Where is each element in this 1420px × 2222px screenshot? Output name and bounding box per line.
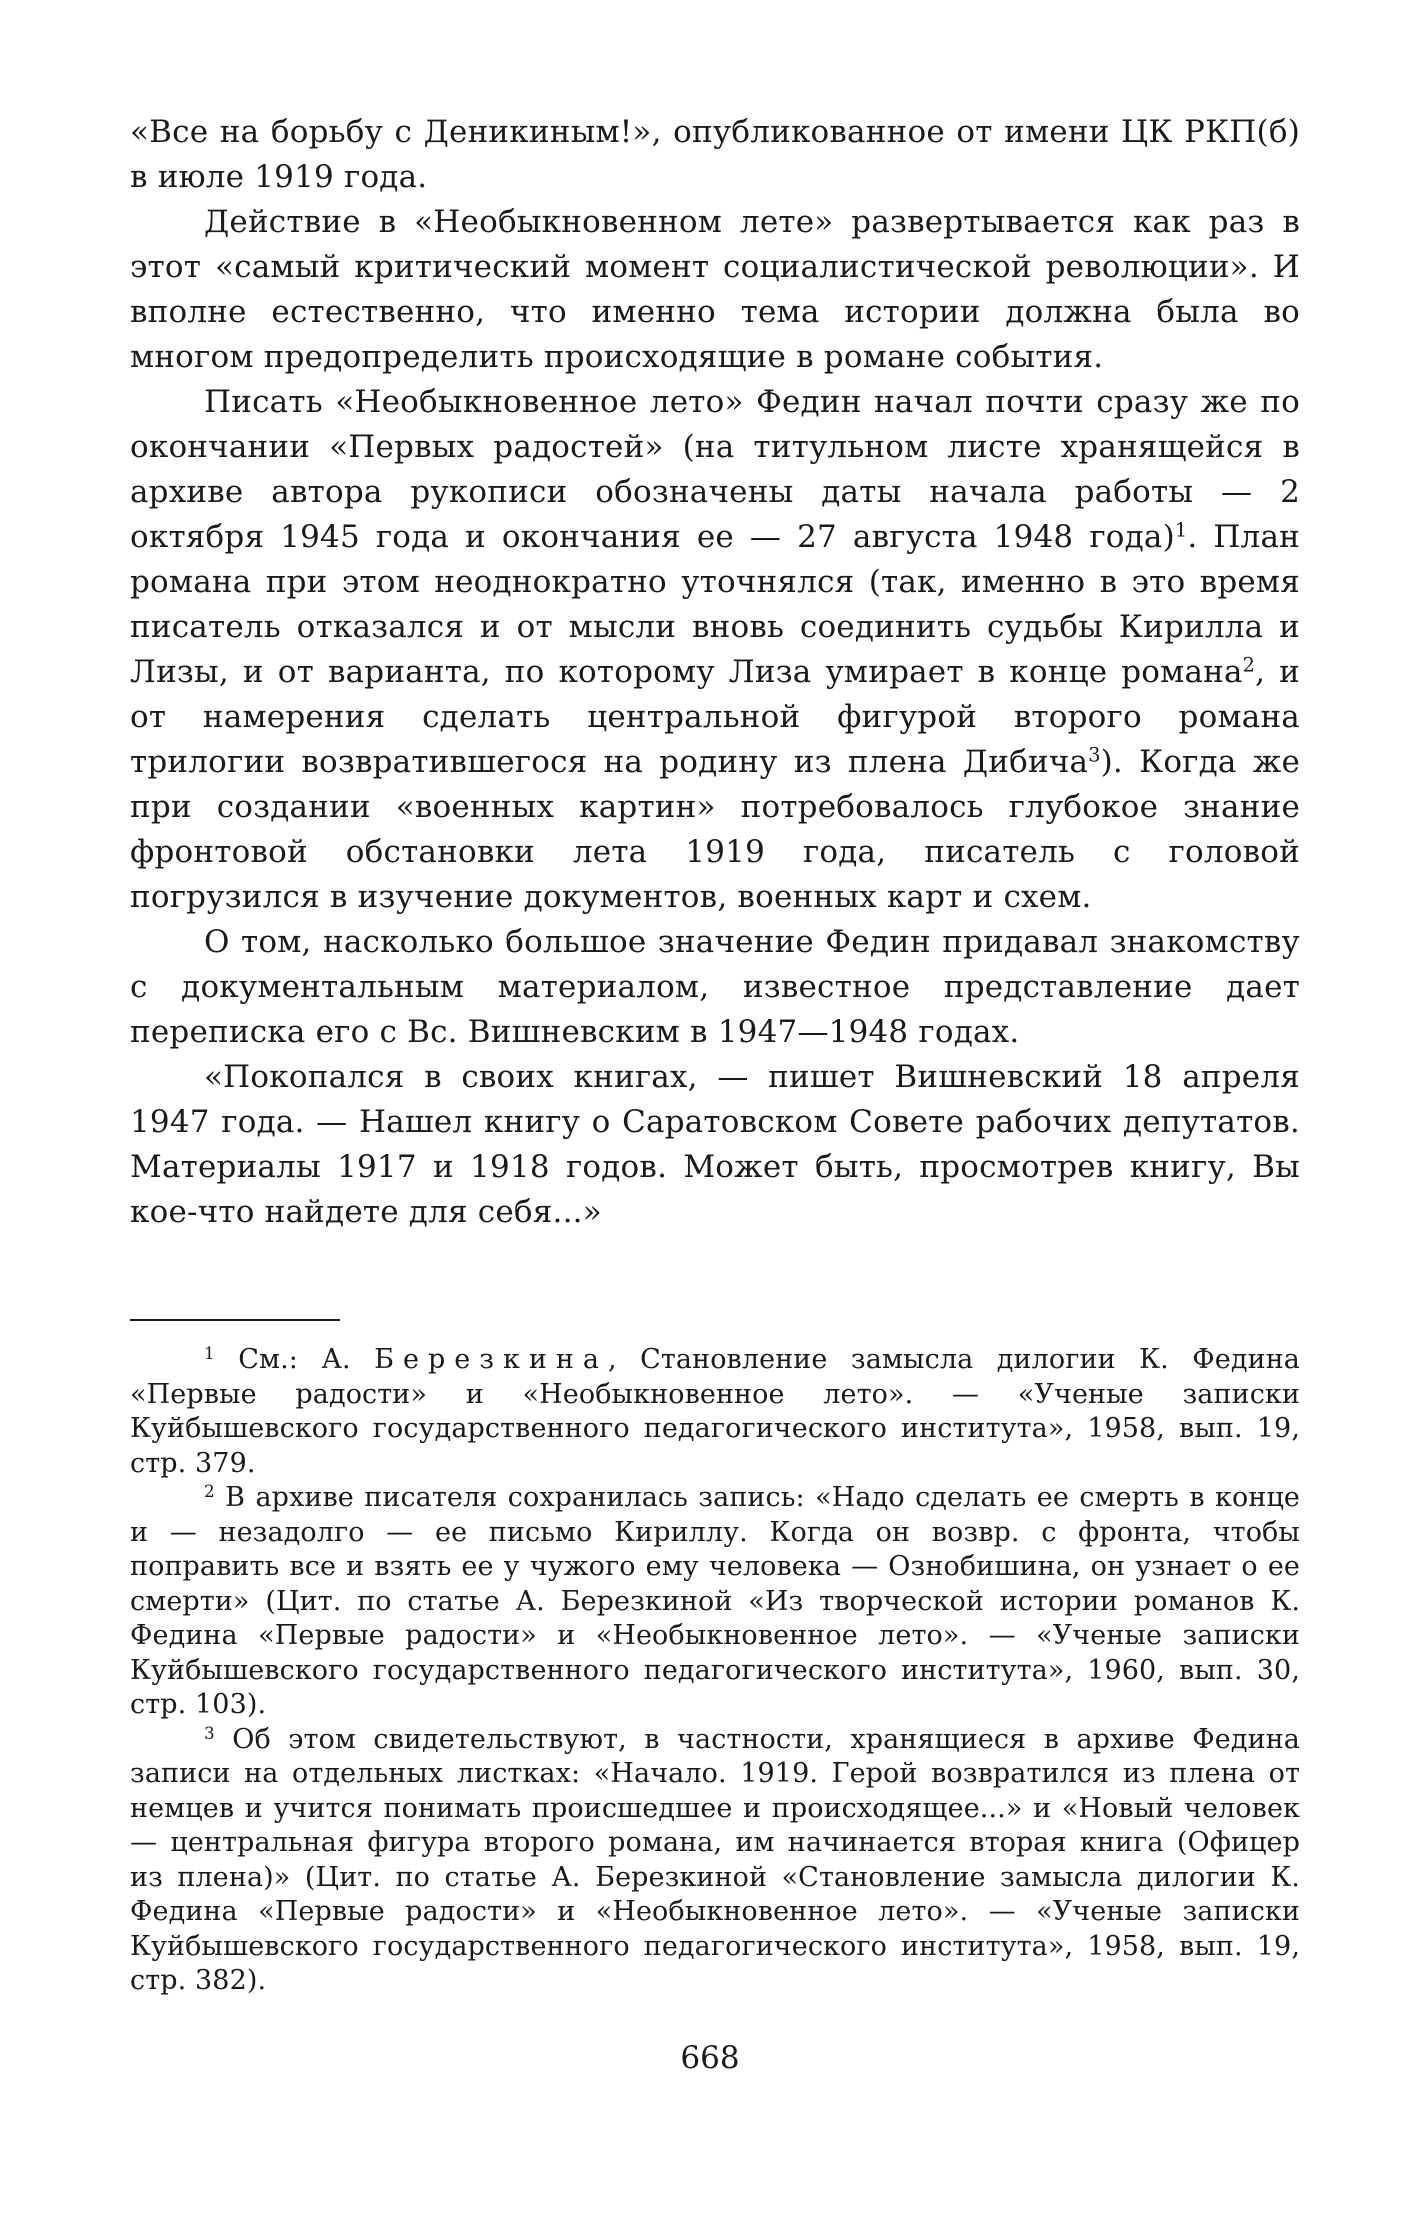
footnote-3-mark: 3 — [204, 1722, 215, 1743]
page — [130, 110, 1300, 1999]
paragraph-4: О том, насколько большое значение Федин придавал знакомству с документальным материалом, известное представление дает переписка его с Вс. Вишневским в 1947—1948 годах. — [130, 924, 1300, 1050]
paragraph-5: «Покопался в своих книгах, — пишет Вишневский 18 апреля 1947 года. — Нашел книгу о Саратовском Совете рабочих депутатов. Материалы 1917 и 1918 годов. Может быть, просмотрев книгу, Вы кое-что найдете для себя...» — [130, 1059, 1300, 1230]
footnote-ref-3[interactable]: 3 — [1088, 743, 1101, 767]
footnote-ref-1[interactable]: 1 — [1174, 518, 1188, 542]
paragraph-3 — [130, 380, 1300, 920]
footnote-ref-2[interactable]: 2 — [1242, 653, 1256, 677]
footnote-3-text: Об этом свидетельствуют, в частности, хранящиеся в архиве Федина записи на отдельных листках: «Начало. 1919. Герой возвратился из плена от немцев и учится понимать происшедшее и происходящее...» и «Новый человек — центральная фигура второго романа, им начинается вторая книга (Офицер из плена)» (Цит. по статье А. Березкиной «Становление замысла дилогии К. Федина «Первые радости» и «Необыкновенное лето». — «Ученые записки Куйбышевского государственного педагогического института», 1958, вып. 19, стр. 382). — [130, 1723, 1300, 1996]
footnote-1 — [130, 1343, 1300, 1481]
paragraph-3-part-c: , и от намерения сделать центральной фигурой второго романа трилогии возвратившегося на родину из плена Дибича — [130, 654, 1300, 780]
footnote-2 — [130, 1481, 1300, 1723]
footnote-2-text: В архиве писателя сохранилась запись: «Надо сделать ее смерть в конце и — незадолго — ее письмо Кириллу. Когда он возвр. с фронта, чтобы поправить все и взять ее у чужого ему человека — Ознобишина, он узнает о ее смерти» (Цит. по статье А. Березкиной «Из творческой истории романов К. Федина «Первые радости» и «Необыкновенное лето». — «Ученые записки Куйбышевского государственного педагогического института», 1960, вып. 30, стр. 103). — [130, 1482, 1300, 1720]
main-text — [130, 110, 1300, 1235]
footnote-2-mark: 2 — [204, 1480, 215, 1501]
footnote-3 — [130, 1723, 1300, 1999]
footnotes — [130, 1343, 1300, 1999]
paragraph-1: «Все на борьбу с Деникиным!», опубликованное от имени ЦК РКП(б) в июле 1919 года. — [130, 114, 1300, 195]
paragraph-2: Действие в «Необыкновенном лете» развертывается как раз в этот «самый критический момент социалистической революции». И вполне естественно, что именно тема истории должна была во многом предопределить происходящие в романе события. — [130, 204, 1300, 375]
paragraph-3-part-b: . План романа при этом неоднократно уточнялся (так, именно в это время писатель отказался и от мысли вновь соединить судьбы Кирилла и Лизы, и от варианта, по которому Лиза умирает в конце романа — [130, 519, 1300, 690]
footnote-1-text: , Становление замысла дилогии К. Федина «Первые радости» и «Необыкновенное лето». — «Ученые записки Куйбышевского государственного педагогического института», 1958, вып. 19, стр. 379. — [130, 1344, 1300, 1479]
paragraph-3-part-d: ). Когда же при создании «военных картин» потребовалось глубокое знание фронтовой обстановки лета 1919 года, писатель с головой погрузился в изучение документов, военных карт и схем. — [130, 744, 1300, 915]
paragraph-3-part-a: Писать «Необыкновенное лето» Федин начал почти сразу же по окончании «Первых радостей» (на титульном листе хранящейся в архиве автора рукописи обозначены даты начала работы — 2 октября 1945 года и окончания ее — 27 августа 1948 года) — [130, 384, 1300, 555]
footnote-1-mark: 1 — [204, 1342, 215, 1363]
page-number: 668 — [680, 2040, 740, 2076]
footnote-1-author: Березкина — [374, 1344, 608, 1375]
footnote-1-lead: См.: А. — [238, 1344, 351, 1375]
footnote-divider — [130, 1319, 340, 1321]
